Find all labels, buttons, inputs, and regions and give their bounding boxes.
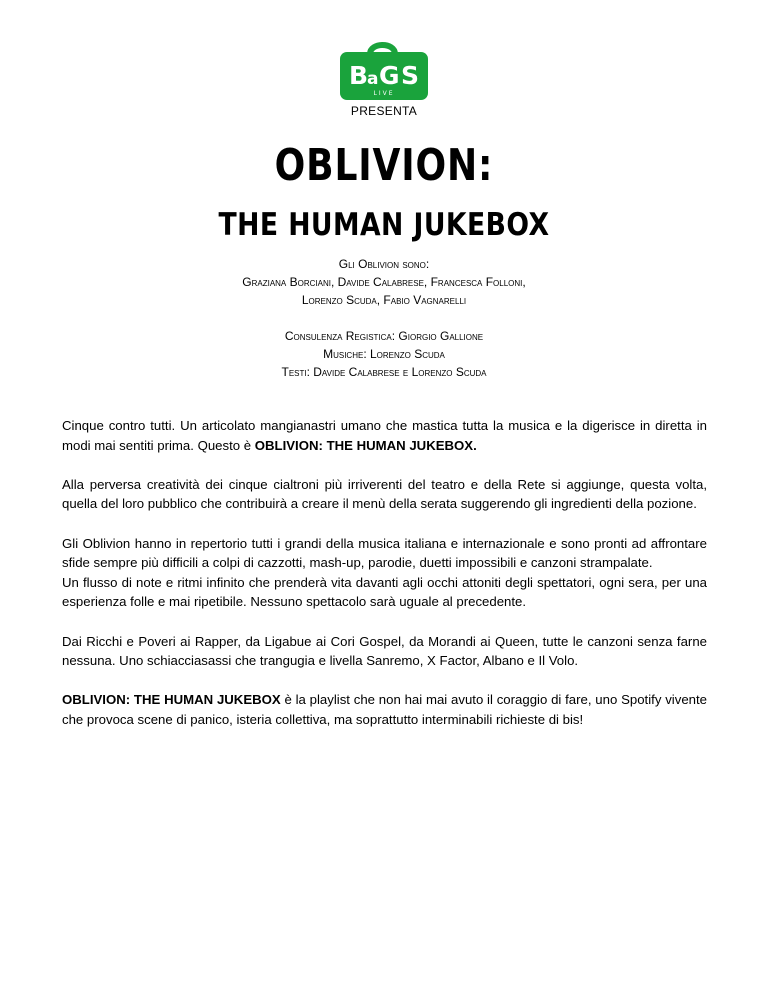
presenta-label: PRESENTA <box>350 104 418 118</box>
paragraph-1-show-name: OBLIVION: THE HUMAN JUKEBOX. <box>254 437 477 453</box>
show-title: OBLIVION: <box>274 140 494 191</box>
paragraph-2: Alla perversa creatività dei cinque cialtroni più irriverenti del teatro e della Rete si aggiunge, questa volta, quella del loro pubblico che contribuirà a creare il menù della serata suggerendo gli ingredienti della pozione. <box>62 476 707 512</box>
direction-credit: Consulenza Registica: Giorgio Gallione <box>284 329 484 343</box>
svg-text:a: a <box>367 69 379 89</box>
show-subtitle: THE HUMAN JUKEBOX <box>218 207 550 243</box>
svg-text:B: B <box>349 61 369 90</box>
paragraph-5 <box>62 690 707 729</box>
staff-credits <box>0 327 768 381</box>
paragraph-5-show-name: OBLIVION: THE HUMAN JUKEBOX <box>62 692 281 708</box>
svg-text:LIVE: LIVE <box>373 90 395 97</box>
svg-text:G: G <box>379 61 400 90</box>
paragraph-3b: Un flusso di note e ritmi infinito che prenderà vita davanti agli occhi attoniti degli spettatori, ogni sera, per una esperienza folle e mai ripetibile. Nessuno spettacolo sarà uguale al precedente. <box>62 574 707 610</box>
paragraph-3a: Gli Oblivion hanno in repertorio tutti i grandi della musica italiana e internazionale e sono pronti ad affrontare sfide sempre più difficili a colpi di cazzotti, mash-up, parodie, duetti impossibili e canzoni strampalate. <box>62 535 707 571</box>
svg-text:S: S <box>401 61 420 90</box>
description-body <box>62 416 707 749</box>
paragraph-4: Dai Ricchi e Poveri ai Rapper, da Ligabue ai Cori Gospel, da Morandi ai Queen, tutte le canzoni senza farne nessuna. Uno schiacciasassi che trangugia e livella Sanremo, X Factor, Albano e Il Volo. <box>62 633 707 669</box>
cast-heading: Gli Oblivion sono: <box>338 257 430 271</box>
paragraph-1 <box>62 416 707 455</box>
lyrics-credit: Testi: Davide Calabrese e Lorenzo Scuda <box>281 365 487 379</box>
logo-graphic <box>337 40 431 102</box>
cast-credits <box>0 255 768 309</box>
paragraph-5-text: è la playlist che non hai mai avuto il coraggio di fare, uno Spotify vivente che provoca scene di panico, isteria collettiva, ma soprattutto interminabili richieste di bis! <box>62 692 707 727</box>
cast-names-line-1: Graziana Borciani, Davide Calabrese, Francesca Folloni, <box>242 275 526 289</box>
bags-live-logo <box>337 40 431 102</box>
music-credit: Musiche: Lorenzo Scuda <box>323 347 445 361</box>
paragraph-1-text: Cinque contro tutti. Un articolato mangianastri umano che mastica tutta la musica e la digerisce in diretta in modi mai sentiti prima. Questo è <box>62 418 707 453</box>
cast-names-line-2: Lorenzo Scuda, Fabio Vagnarelli <box>301 293 467 307</box>
